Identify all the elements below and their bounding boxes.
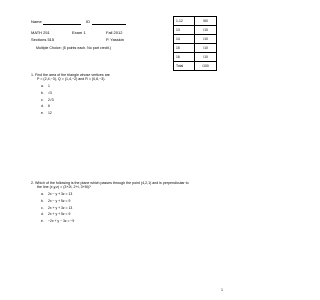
choice-label: e. (41, 111, 44, 116)
choice-4 (41, 105, 191, 108)
score-points-cell: /10 (195, 26, 217, 35)
name-blank (43, 24, 81, 25)
score-row (174, 44, 217, 53)
sections: Sections 515 (31, 37, 55, 42)
name-label: Name (31, 19, 42, 24)
choice-text: 2√3 (48, 97, 54, 102)
choice-5 (41, 220, 221, 223)
choice-1 (41, 85, 191, 88)
problem-2 (31, 181, 221, 227)
choice-text: −2x + y − 3z = −9 (48, 219, 75, 224)
choice-label: c. (41, 205, 44, 210)
choice-text: 2x + y + 3z = 13 (48, 205, 73, 210)
choice-2 (41, 200, 221, 203)
problem-2-choices (41, 193, 221, 224)
score-question-cell: Total (174, 62, 195, 71)
score-points-cell: /10 (195, 44, 217, 53)
choice-2 (41, 92, 191, 95)
score-points-cell: /60 (195, 17, 217, 26)
choice-5 (41, 112, 191, 115)
score-points-cell: /100 (195, 62, 217, 71)
term: Fall 2012 (106, 30, 123, 35)
choice-3 (41, 99, 191, 102)
choice-text: 6 (48, 104, 50, 109)
choice-label: d. (41, 212, 44, 217)
choice-label: d. (41, 104, 44, 109)
score-row (174, 35, 217, 44)
score-row (174, 53, 217, 62)
id-blank (92, 24, 126, 25)
id-label: ID (86, 19, 90, 24)
score-points-cell: /10 (195, 35, 217, 44)
choice-text: 1 (48, 83, 50, 88)
choice-label: a. (41, 83, 44, 88)
score-question-cell: 16 (174, 53, 195, 62)
choice-text: √3 (48, 90, 52, 95)
score-question-cell: 13 (174, 26, 195, 35)
score-question-cell: 14 (174, 35, 195, 44)
problem-1-vertices: P = (2,4,−3), Q = (1,4,−2) and R = (0,6,−3). (37, 77, 106, 82)
choice-label: b. (41, 90, 44, 95)
score-table (173, 16, 217, 71)
score-row (174, 62, 217, 71)
choice-3 (41, 207, 221, 210)
exam-name: Exam 1 (72, 30, 86, 35)
score-row (174, 26, 217, 35)
choice-4 (41, 213, 221, 216)
problem-2-line: the line (x,y,z) = (3+2t, 2+t, 3+5t)? (37, 185, 91, 190)
choice-label: a. (41, 191, 44, 196)
problem-1-choices (41, 85, 191, 116)
choice-label: e. (41, 219, 44, 224)
score-points-cell: /10 (195, 53, 217, 62)
instructor: P. Yasskin (106, 37, 125, 42)
course-name: MATH 251 (31, 30, 50, 35)
choice-label: c. (41, 97, 44, 102)
problem-1-question: 1. Find the area of the triangle whose vertices are (31, 73, 110, 77)
choice-label: b. (41, 198, 44, 203)
problem-2-question: 2. Which of the following is the plane which passes through the point (4,2,1) and is perpendicular to (31, 181, 189, 185)
score-question-cell: 15 (174, 44, 195, 53)
page-number: 1 (221, 288, 223, 292)
choice-text: 2x − y + 3z = 13 (48, 191, 73, 196)
score-question-cell: 1-12 (174, 17, 195, 26)
choice-text: 12 (48, 111, 52, 116)
choice-text: 2x + y + 5z = 9 (48, 212, 71, 217)
choice-text: 2x − y + 5z = 9 (48, 198, 71, 203)
score-row (174, 17, 217, 26)
choice-1 (41, 193, 221, 196)
instructions: Multiple Choice: (5 points each. No part credit.) (36, 46, 111, 50)
problem-1 (31, 73, 191, 119)
